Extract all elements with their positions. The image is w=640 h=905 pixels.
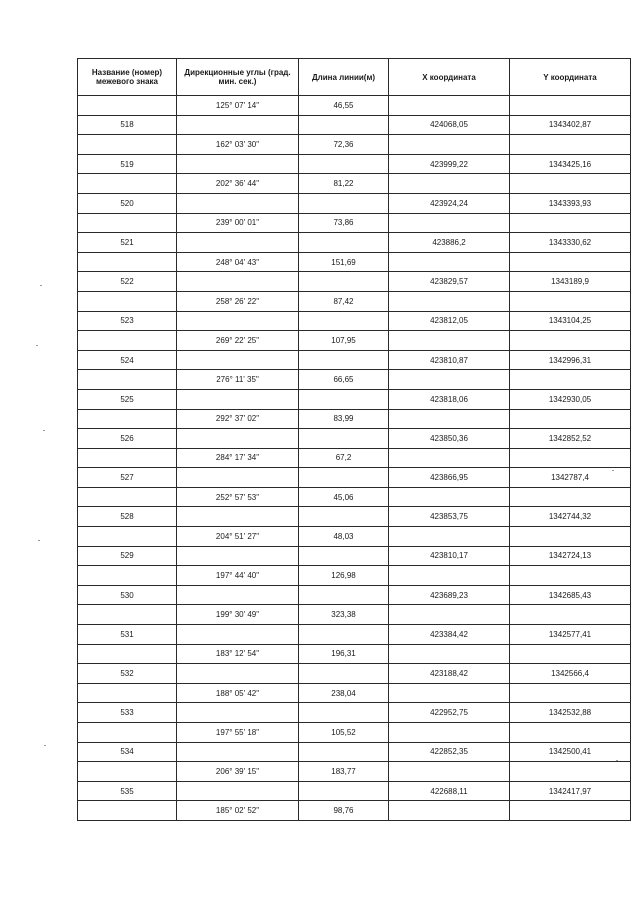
table-row — [78, 762, 631, 782]
x-coordinate-cell: 423829,57 — [389, 272, 510, 292]
line-length-cell — [299, 625, 389, 645]
y-coordinate-cell: 1342744,32 — [510, 507, 631, 527]
y-coordinate-cell — [510, 801, 631, 821]
y-coordinate-cell — [510, 174, 631, 194]
line-length-cell: 196,31 — [299, 644, 389, 664]
marker-name-cell — [78, 644, 177, 664]
line-length-cell — [299, 115, 389, 135]
direction-angle-cell — [177, 585, 299, 605]
y-coordinate-cell — [510, 605, 631, 625]
table-row — [78, 213, 631, 233]
table-row — [78, 429, 631, 449]
marker-name-cell — [78, 448, 177, 468]
line-length-cell — [299, 154, 389, 174]
y-coordinate-cell — [510, 291, 631, 311]
direction-angle-cell — [177, 546, 299, 566]
direction-angle-cell: 284° 17' 34" — [177, 448, 299, 468]
marker-name-cell — [78, 409, 177, 429]
x-coordinate-cell: 424068,05 — [389, 115, 510, 135]
table-row — [78, 311, 631, 331]
table-row — [78, 644, 631, 664]
y-coordinate-cell — [510, 487, 631, 507]
line-length-cell: 151,69 — [299, 252, 389, 272]
table-row — [78, 546, 631, 566]
y-coordinate-cell: 1342996,31 — [510, 350, 631, 370]
table-row — [78, 585, 631, 605]
marker-name-cell — [78, 213, 177, 233]
line-length-cell — [299, 429, 389, 449]
x-coordinate-cell — [389, 331, 510, 351]
direction-angle-cell: 248° 04' 43" — [177, 252, 299, 272]
table-header — [78, 59, 631, 96]
header-x-coordinate: X координата — [389, 59, 510, 96]
x-coordinate-cell: 423999,22 — [389, 154, 510, 174]
x-coordinate-cell — [389, 213, 510, 233]
table-row — [78, 331, 631, 351]
y-coordinate-cell — [510, 331, 631, 351]
table-row — [78, 389, 631, 409]
line-length-cell: 238,04 — [299, 683, 389, 703]
marker-name-cell — [78, 174, 177, 194]
marker-name-cell: 521 — [78, 233, 177, 253]
line-length-cell — [299, 507, 389, 527]
y-coordinate-cell: 1343330,62 — [510, 233, 631, 253]
table-row — [78, 683, 631, 703]
x-coordinate-cell: 422952,75 — [389, 703, 510, 723]
marker-name-cell: 524 — [78, 350, 177, 370]
marker-name-cell — [78, 801, 177, 821]
direction-angle-cell — [177, 350, 299, 370]
marker-name-cell — [78, 723, 177, 743]
table-row — [78, 272, 631, 292]
line-length-cell: 98,76 — [299, 801, 389, 821]
direction-angle-cell — [177, 154, 299, 174]
table-row — [78, 135, 631, 155]
y-coordinate-cell: 1342724,13 — [510, 546, 631, 566]
table-row — [78, 801, 631, 821]
x-coordinate-cell: 423818,06 — [389, 389, 510, 409]
scan-speck — [612, 470, 614, 471]
table-body — [78, 96, 631, 821]
y-coordinate-cell — [510, 527, 631, 547]
direction-angle-cell — [177, 311, 299, 331]
table-row — [78, 154, 631, 174]
direction-angle-cell: 276° 11' 35" — [177, 370, 299, 390]
line-length-cell: 83,99 — [299, 409, 389, 429]
x-coordinate-cell — [389, 762, 510, 782]
line-length-cell — [299, 272, 389, 292]
table-row — [78, 664, 631, 684]
line-length-cell: 67,2 — [299, 448, 389, 468]
table-row — [78, 605, 631, 625]
marker-name-cell — [78, 605, 177, 625]
table-row — [78, 252, 631, 272]
x-coordinate-cell — [389, 527, 510, 547]
y-coordinate-cell: 1343393,93 — [510, 193, 631, 213]
direction-angle-cell: 292° 37' 02" — [177, 409, 299, 429]
x-coordinate-cell — [389, 487, 510, 507]
marker-name-cell — [78, 252, 177, 272]
table-row — [78, 174, 631, 194]
direction-angle-cell — [177, 389, 299, 409]
scan-speck — [38, 540, 40, 541]
direction-angle-cell — [177, 233, 299, 253]
table-row — [78, 409, 631, 429]
direction-angle-cell — [177, 664, 299, 684]
x-coordinate-cell — [389, 801, 510, 821]
marker-name-cell: 527 — [78, 468, 177, 488]
table-row — [78, 723, 631, 743]
line-length-cell — [299, 193, 389, 213]
line-length-cell — [299, 311, 389, 331]
direction-angle-cell: 162° 03' 30" — [177, 135, 299, 155]
line-length-cell — [299, 742, 389, 762]
line-length-cell — [299, 546, 389, 566]
table-row — [78, 115, 631, 135]
header-direction-angle: Дирекционные углы (град. мин. сек.) — [177, 59, 299, 96]
header-marker-name: Название (номер) межевого знака — [78, 59, 177, 96]
line-length-cell — [299, 389, 389, 409]
line-length-cell — [299, 233, 389, 253]
marker-name-cell — [78, 683, 177, 703]
line-length-cell: 126,98 — [299, 566, 389, 586]
x-coordinate-cell: 423924,24 — [389, 193, 510, 213]
direction-angle-cell: 197° 55' 18" — [177, 723, 299, 743]
y-coordinate-cell — [510, 252, 631, 272]
marker-name-cell: 530 — [78, 585, 177, 605]
header-y-coordinate: Y координата — [510, 59, 631, 96]
x-coordinate-cell: 422688,11 — [389, 781, 510, 801]
direction-angle-cell: 269° 22' 25" — [177, 331, 299, 351]
direction-angle-cell: 197° 44' 40" — [177, 566, 299, 586]
table-row — [78, 566, 631, 586]
x-coordinate-cell: 423188,42 — [389, 664, 510, 684]
line-length-cell: 87,42 — [299, 291, 389, 311]
table-row — [78, 527, 631, 547]
marker-name-cell — [78, 762, 177, 782]
y-coordinate-cell: 1343402,87 — [510, 115, 631, 135]
direction-angle-cell — [177, 625, 299, 645]
x-coordinate-cell: 423810,17 — [389, 546, 510, 566]
line-length-cell: 45,06 — [299, 487, 389, 507]
marker-name-cell: 535 — [78, 781, 177, 801]
x-coordinate-cell: 423810,87 — [389, 350, 510, 370]
scan-speck — [43, 430, 45, 431]
direction-angle-cell — [177, 115, 299, 135]
marker-name-cell: 534 — [78, 742, 177, 762]
marker-name-cell: 533 — [78, 703, 177, 723]
x-coordinate-cell: 423384,42 — [389, 625, 510, 645]
marker-name-cell — [78, 96, 177, 116]
x-coordinate-cell — [389, 683, 510, 703]
direction-angle-cell: 188° 05' 42" — [177, 683, 299, 703]
y-coordinate-cell — [510, 644, 631, 664]
x-coordinate-cell — [389, 252, 510, 272]
x-coordinate-cell: 423886,2 — [389, 233, 510, 253]
x-coordinate-cell — [389, 135, 510, 155]
table-row — [78, 703, 631, 723]
table-row — [78, 370, 631, 390]
boundary-coordinates-table — [77, 58, 631, 821]
y-coordinate-cell — [510, 96, 631, 116]
header-row — [78, 59, 631, 96]
line-length-cell: 72,36 — [299, 135, 389, 155]
line-length-cell — [299, 664, 389, 684]
y-coordinate-cell: 1342930,05 — [510, 389, 631, 409]
y-coordinate-cell: 1342532,88 — [510, 703, 631, 723]
line-length-cell: 183,77 — [299, 762, 389, 782]
marker-name-cell — [78, 291, 177, 311]
x-coordinate-cell — [389, 370, 510, 390]
y-coordinate-cell — [510, 448, 631, 468]
x-coordinate-cell — [389, 174, 510, 194]
marker-name-cell: 522 — [78, 272, 177, 292]
line-length-cell: 46,55 — [299, 96, 389, 116]
direction-angle-cell: 183° 12' 54" — [177, 644, 299, 664]
marker-name-cell: 526 — [78, 429, 177, 449]
x-coordinate-cell — [389, 448, 510, 468]
direction-angle-cell: 252° 57' 53" — [177, 487, 299, 507]
scan-speck — [44, 745, 46, 746]
direction-angle-cell: 125° 07' 14" — [177, 96, 299, 116]
line-length-cell: 66,65 — [299, 370, 389, 390]
direction-angle-cell — [177, 742, 299, 762]
marker-name-cell: 520 — [78, 193, 177, 213]
header-line-length: Длина линии(м) — [299, 59, 389, 96]
table-row — [78, 193, 631, 213]
marker-name-cell: 532 — [78, 664, 177, 684]
scan-speck — [616, 760, 618, 761]
marker-name-cell: 529 — [78, 546, 177, 566]
line-length-cell — [299, 703, 389, 723]
line-length-cell — [299, 468, 389, 488]
direction-angle-cell — [177, 468, 299, 488]
scan-speck — [40, 285, 42, 286]
x-coordinate-cell — [389, 291, 510, 311]
line-length-cell: 105,52 — [299, 723, 389, 743]
marker-name-cell — [78, 370, 177, 390]
marker-name-cell: 519 — [78, 154, 177, 174]
line-length-cell: 107,95 — [299, 331, 389, 351]
y-coordinate-cell: 1342566,4 — [510, 664, 631, 684]
marker-name-cell — [78, 135, 177, 155]
x-coordinate-cell: 423866,95 — [389, 468, 510, 488]
direction-angle-cell: 204° 51' 27" — [177, 527, 299, 547]
line-length-cell: 48,03 — [299, 527, 389, 547]
marker-name-cell: 528 — [78, 507, 177, 527]
y-coordinate-cell: 1342685,43 — [510, 585, 631, 605]
table-row — [78, 507, 631, 527]
x-coordinate-cell — [389, 605, 510, 625]
y-coordinate-cell: 1342852,52 — [510, 429, 631, 449]
table-row — [78, 291, 631, 311]
table-row — [78, 350, 631, 370]
direction-angle-cell: 258° 26' 22" — [177, 291, 299, 311]
line-length-cell: 73,86 — [299, 213, 389, 233]
marker-name-cell — [78, 527, 177, 547]
table-row — [78, 96, 631, 116]
x-coordinate-cell — [389, 96, 510, 116]
marker-name-cell: 518 — [78, 115, 177, 135]
x-coordinate-cell — [389, 566, 510, 586]
x-coordinate-cell: 423812,05 — [389, 311, 510, 331]
marker-name-cell — [78, 331, 177, 351]
direction-angle-cell — [177, 507, 299, 527]
x-coordinate-cell: 423689,23 — [389, 585, 510, 605]
table-row — [78, 781, 631, 801]
x-coordinate-cell — [389, 644, 510, 664]
line-length-cell: 323,38 — [299, 605, 389, 625]
table-row — [78, 742, 631, 762]
x-coordinate-cell: 423850,36 — [389, 429, 510, 449]
x-coordinate-cell — [389, 409, 510, 429]
y-coordinate-cell: 1343189,9 — [510, 272, 631, 292]
marker-name-cell: 525 — [78, 389, 177, 409]
direction-angle-cell — [177, 781, 299, 801]
direction-angle-cell: 239° 00' 01" — [177, 213, 299, 233]
x-coordinate-cell: 422852,35 — [389, 742, 510, 762]
marker-name-cell — [78, 487, 177, 507]
direction-angle-cell: 185° 02' 52" — [177, 801, 299, 821]
y-coordinate-cell — [510, 213, 631, 233]
direction-angle-cell — [177, 193, 299, 213]
marker-name-cell: 523 — [78, 311, 177, 331]
y-coordinate-cell — [510, 135, 631, 155]
direction-angle-cell — [177, 703, 299, 723]
direction-angle-cell: 206° 39' 15" — [177, 762, 299, 782]
y-coordinate-cell: 1343425,16 — [510, 154, 631, 174]
line-length-cell — [299, 350, 389, 370]
table-row — [78, 625, 631, 645]
y-coordinate-cell: 1342787,4 — [510, 468, 631, 488]
y-coordinate-cell — [510, 409, 631, 429]
y-coordinate-cell — [510, 683, 631, 703]
y-coordinate-cell — [510, 723, 631, 743]
direction-angle-cell: 202° 36' 44" — [177, 174, 299, 194]
line-length-cell — [299, 781, 389, 801]
x-coordinate-cell: 423853,75 — [389, 507, 510, 527]
y-coordinate-cell — [510, 370, 631, 390]
y-coordinate-cell: 1342417,97 — [510, 781, 631, 801]
marker-name-cell: 531 — [78, 625, 177, 645]
y-coordinate-cell: 1342577,41 — [510, 625, 631, 645]
direction-angle-cell — [177, 272, 299, 292]
x-coordinate-cell — [389, 723, 510, 743]
table-row — [78, 468, 631, 488]
table-row — [78, 448, 631, 468]
y-coordinate-cell: 1342500,41 — [510, 742, 631, 762]
y-coordinate-cell: 1343104,25 — [510, 311, 631, 331]
scan-speck — [36, 345, 38, 346]
y-coordinate-cell — [510, 762, 631, 782]
line-length-cell — [299, 585, 389, 605]
y-coordinate-cell — [510, 566, 631, 586]
direction-angle-cell: 199° 30' 49" — [177, 605, 299, 625]
direction-angle-cell — [177, 429, 299, 449]
line-length-cell: 81,22 — [299, 174, 389, 194]
table-row — [78, 487, 631, 507]
marker-name-cell — [78, 566, 177, 586]
table-row — [78, 233, 631, 253]
